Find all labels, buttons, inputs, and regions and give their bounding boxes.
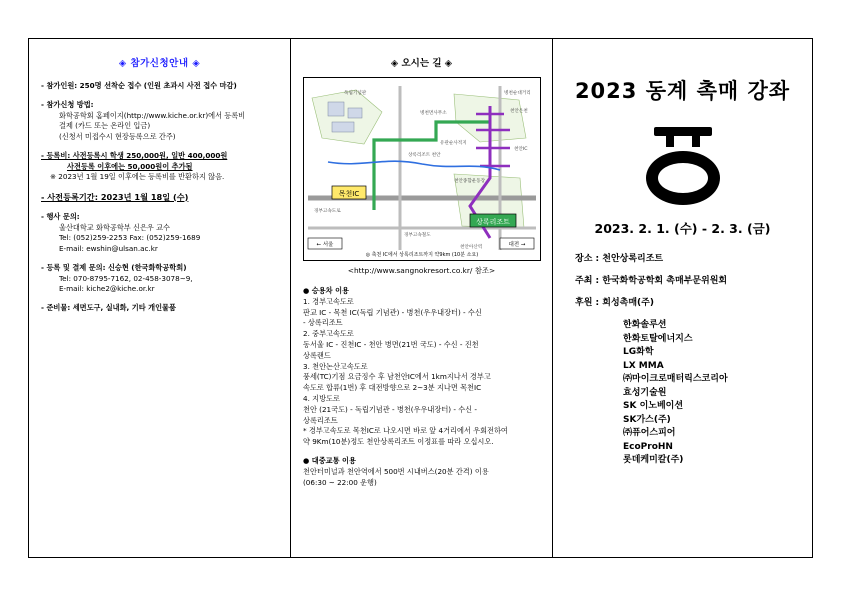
- registration-item: [41, 212, 278, 254]
- map-note: ◎ 축천 IC에서 상록리조트까지 약9km (10분 소요): [365, 252, 479, 258]
- page-title: 2023 동계 촉매 강좌: [574, 79, 791, 103]
- directions-line: 약 9Km(10분)정도 천안상록리조트 이정표를 따라 오십시오.: [303, 437, 494, 447]
- sponsor-item: 한화토탈에너지스: [623, 333, 693, 344]
- sponsor-item: ㈜퓨어스피어: [623, 428, 676, 439]
- directions-line: 동서울 IC - 진천IC - 천안 병면(21번 국도) - 수신 - 진천: [303, 339, 479, 349]
- item-sub: ※ 2023년 1월 19일 이후에는 등록비를 반환하지 않음.: [50, 172, 225, 182]
- registration-title: ◈ 참가신청안내 ◈: [118, 58, 201, 69]
- logo-bar: [654, 127, 712, 136]
- directions-line: - 상록리조트: [303, 318, 343, 328]
- sponsor-item: 롯데케미칼(주): [623, 455, 684, 466]
- svg-text:유관순사적지: 유관순사적지: [440, 141, 467, 146]
- directions-line: 상록리조트: [303, 415, 338, 425]
- item-lead: - 참가신청 방법:: [41, 100, 94, 110]
- registration-item: [41, 151, 278, 182]
- item-lead: - 준비물: 세면도구, 실내화, 기타 개인물품: [41, 303, 176, 313]
- column-registration: [29, 39, 291, 557]
- sponsor-item: EcoProHN: [623, 441, 673, 452]
- directions-line: 판교 IC - 목천 IC(독립 기념관) - 병천(우우내장터) - 수신: [303, 307, 482, 317]
- svg-text:상록리조트 천안: 상록리조트 천안: [408, 153, 441, 158]
- item-lead: - 등록비: 사전등록시 학생 250,000원, 일반 400,000원: [41, 151, 228, 161]
- item-sub: (신청서 미접수시 현장등록으로 간주): [59, 131, 176, 141]
- directions-car-head: ● 승용차 이용: [303, 286, 349, 295]
- event-sponsor-label: 후원 : 희성촉매(주): [575, 298, 654, 309]
- directions-line: 상록랜드: [303, 350, 331, 360]
- event-host: 주최 : 한국화학공학회 촉매부문위원회: [575, 276, 728, 287]
- directions-line: 2. 중부고속도로: [303, 329, 354, 339]
- map-caption: <http://www.sangnokresort.co.kr/ 참조>: [347, 266, 496, 275]
- svg-text:병천면사무소: 병천면사무소: [420, 111, 447, 116]
- svg-text:천안온천: 천안온천: [510, 109, 528, 114]
- item-sub: 결제 (카드 또는 온라인 입금): [59, 121, 151, 131]
- directions-transit: [303, 456, 540, 488]
- svg-text:경부고속도로: 경부고속도로: [314, 209, 341, 214]
- event-venue: 장소 : 천안상록리조트: [575, 254, 664, 264]
- item-sub: 울산대학교 화학공학부 신은우 교수: [59, 222, 171, 232]
- directions-line: 천안터미널과 천안역에서 500번 시내버스(20분 간격) 이용: [303, 466, 489, 476]
- logo-ring: [646, 151, 720, 205]
- svg-text:병천순대거리: 병천순대거리: [504, 91, 531, 96]
- svg-text:천안아산역: 천안아산역: [460, 245, 483, 250]
- registration-item: [41, 192, 278, 204]
- logo-tick-left: [666, 135, 674, 147]
- svg-text:독립기념관: 독립기념관: [344, 91, 367, 96]
- map-legend-left: ← 서울: [316, 242, 334, 248]
- event-dates: 2023. 2. 1. (수) - 2. 3. (금): [594, 221, 771, 236]
- sponsor-item: SK가스(주): [623, 414, 671, 425]
- directions-line: (06:30 ~ 22:00 운행): [303, 477, 377, 487]
- sponsor-item: 한화솔루션: [623, 320, 667, 331]
- location-map: [303, 77, 541, 261]
- directions-line: 3. 천안논산고속도로: [303, 361, 368, 371]
- sponsor-item: LX MMA: [623, 360, 664, 371]
- directions-title: ◈ 오시는 길 ◈: [390, 58, 453, 69]
- svg-text:경부고속철도: 경부고속철도: [404, 233, 431, 238]
- logo-tick-right: [692, 135, 700, 147]
- item-sub: E-mail: ewshin@ulsan.ac.kr: [59, 243, 158, 253]
- item-lead: - 등록 및 결제 문의: 신승현 (한국화학공학회): [41, 263, 187, 273]
- map-legend-right: 대전 →: [508, 242, 526, 248]
- item-lead: - 행사 문의:: [41, 212, 80, 222]
- column-directions: [291, 39, 553, 557]
- directions-line: * 경부고속도로 목천IC로 나오시면 바로 앞 4거리에서 우회전하여: [303, 426, 508, 436]
- map-graphic: [304, 78, 540, 260]
- svg-text:목천IC: 목천IC: [338, 190, 360, 198]
- registration-item: [41, 303, 278, 313]
- item-sub: E-mail: kiche2@kiche.or.kr: [59, 284, 155, 294]
- sponsor-list: [623, 319, 800, 468]
- item-sub: 사전등록 이후에는 50,000원이 추가됨: [67, 161, 193, 171]
- svg-text:천안종합운동장: 천안종합운동장: [454, 179, 486, 184]
- kiche-logo-icon: [640, 123, 726, 209]
- item-sub: Tel: 070-8795-7162, 02-458-3078~9,: [59, 273, 193, 283]
- column-cover: [553, 39, 812, 557]
- directions-car: [303, 286, 540, 448]
- directions-line: 1. 경부고속도로: [303, 296, 354, 306]
- sponsor-item: LG화학: [623, 347, 654, 358]
- sponsor-item: ㈜마이크로매터릭스코리아: [623, 374, 728, 385]
- sponsor-item: 효성기술원: [623, 387, 667, 398]
- item-sub: 화학공학회 홈페이지(http://www.kiche.or.kr)에서 등록비: [59, 110, 246, 120]
- item-lead: - 참가인원: 250명 선착순 접수 (인원 초과시 사전 접수 마감): [41, 81, 237, 90]
- svg-text:천안IC: 천안IC: [514, 147, 528, 152]
- directions-line: 풍세(TC)기점 요금징수 후 남천안IC에서 1km지나서 경부고: [303, 372, 491, 382]
- directions-line: 천안 (21국도) - 독립기념관 - 병천(우우내장터) - 수신 -: [303, 404, 477, 414]
- directions-line: 4. 지방도로: [303, 393, 340, 403]
- sponsor-item: SK 이노베이션: [623, 401, 684, 412]
- directions-line: 속도로 합류(1번) 후 대전방향으로 2~3분 지나면 목천IC: [303, 383, 482, 393]
- registration-item: [41, 263, 278, 294]
- directions-transit-head: ● 대중교통 이용: [303, 455, 356, 465]
- registration-item: [41, 100, 278, 142]
- item-sub: Tel: (052)259-2253 Fax: (052)259-1689: [59, 233, 201, 243]
- svg-text:상록리조트: 상록리조트: [476, 218, 510, 226]
- brochure-sheet: [28, 38, 813, 558]
- item-lead: - 사전등록기간: 2023년 1월 18일 (수): [41, 191, 189, 202]
- registration-item: [41, 81, 278, 91]
